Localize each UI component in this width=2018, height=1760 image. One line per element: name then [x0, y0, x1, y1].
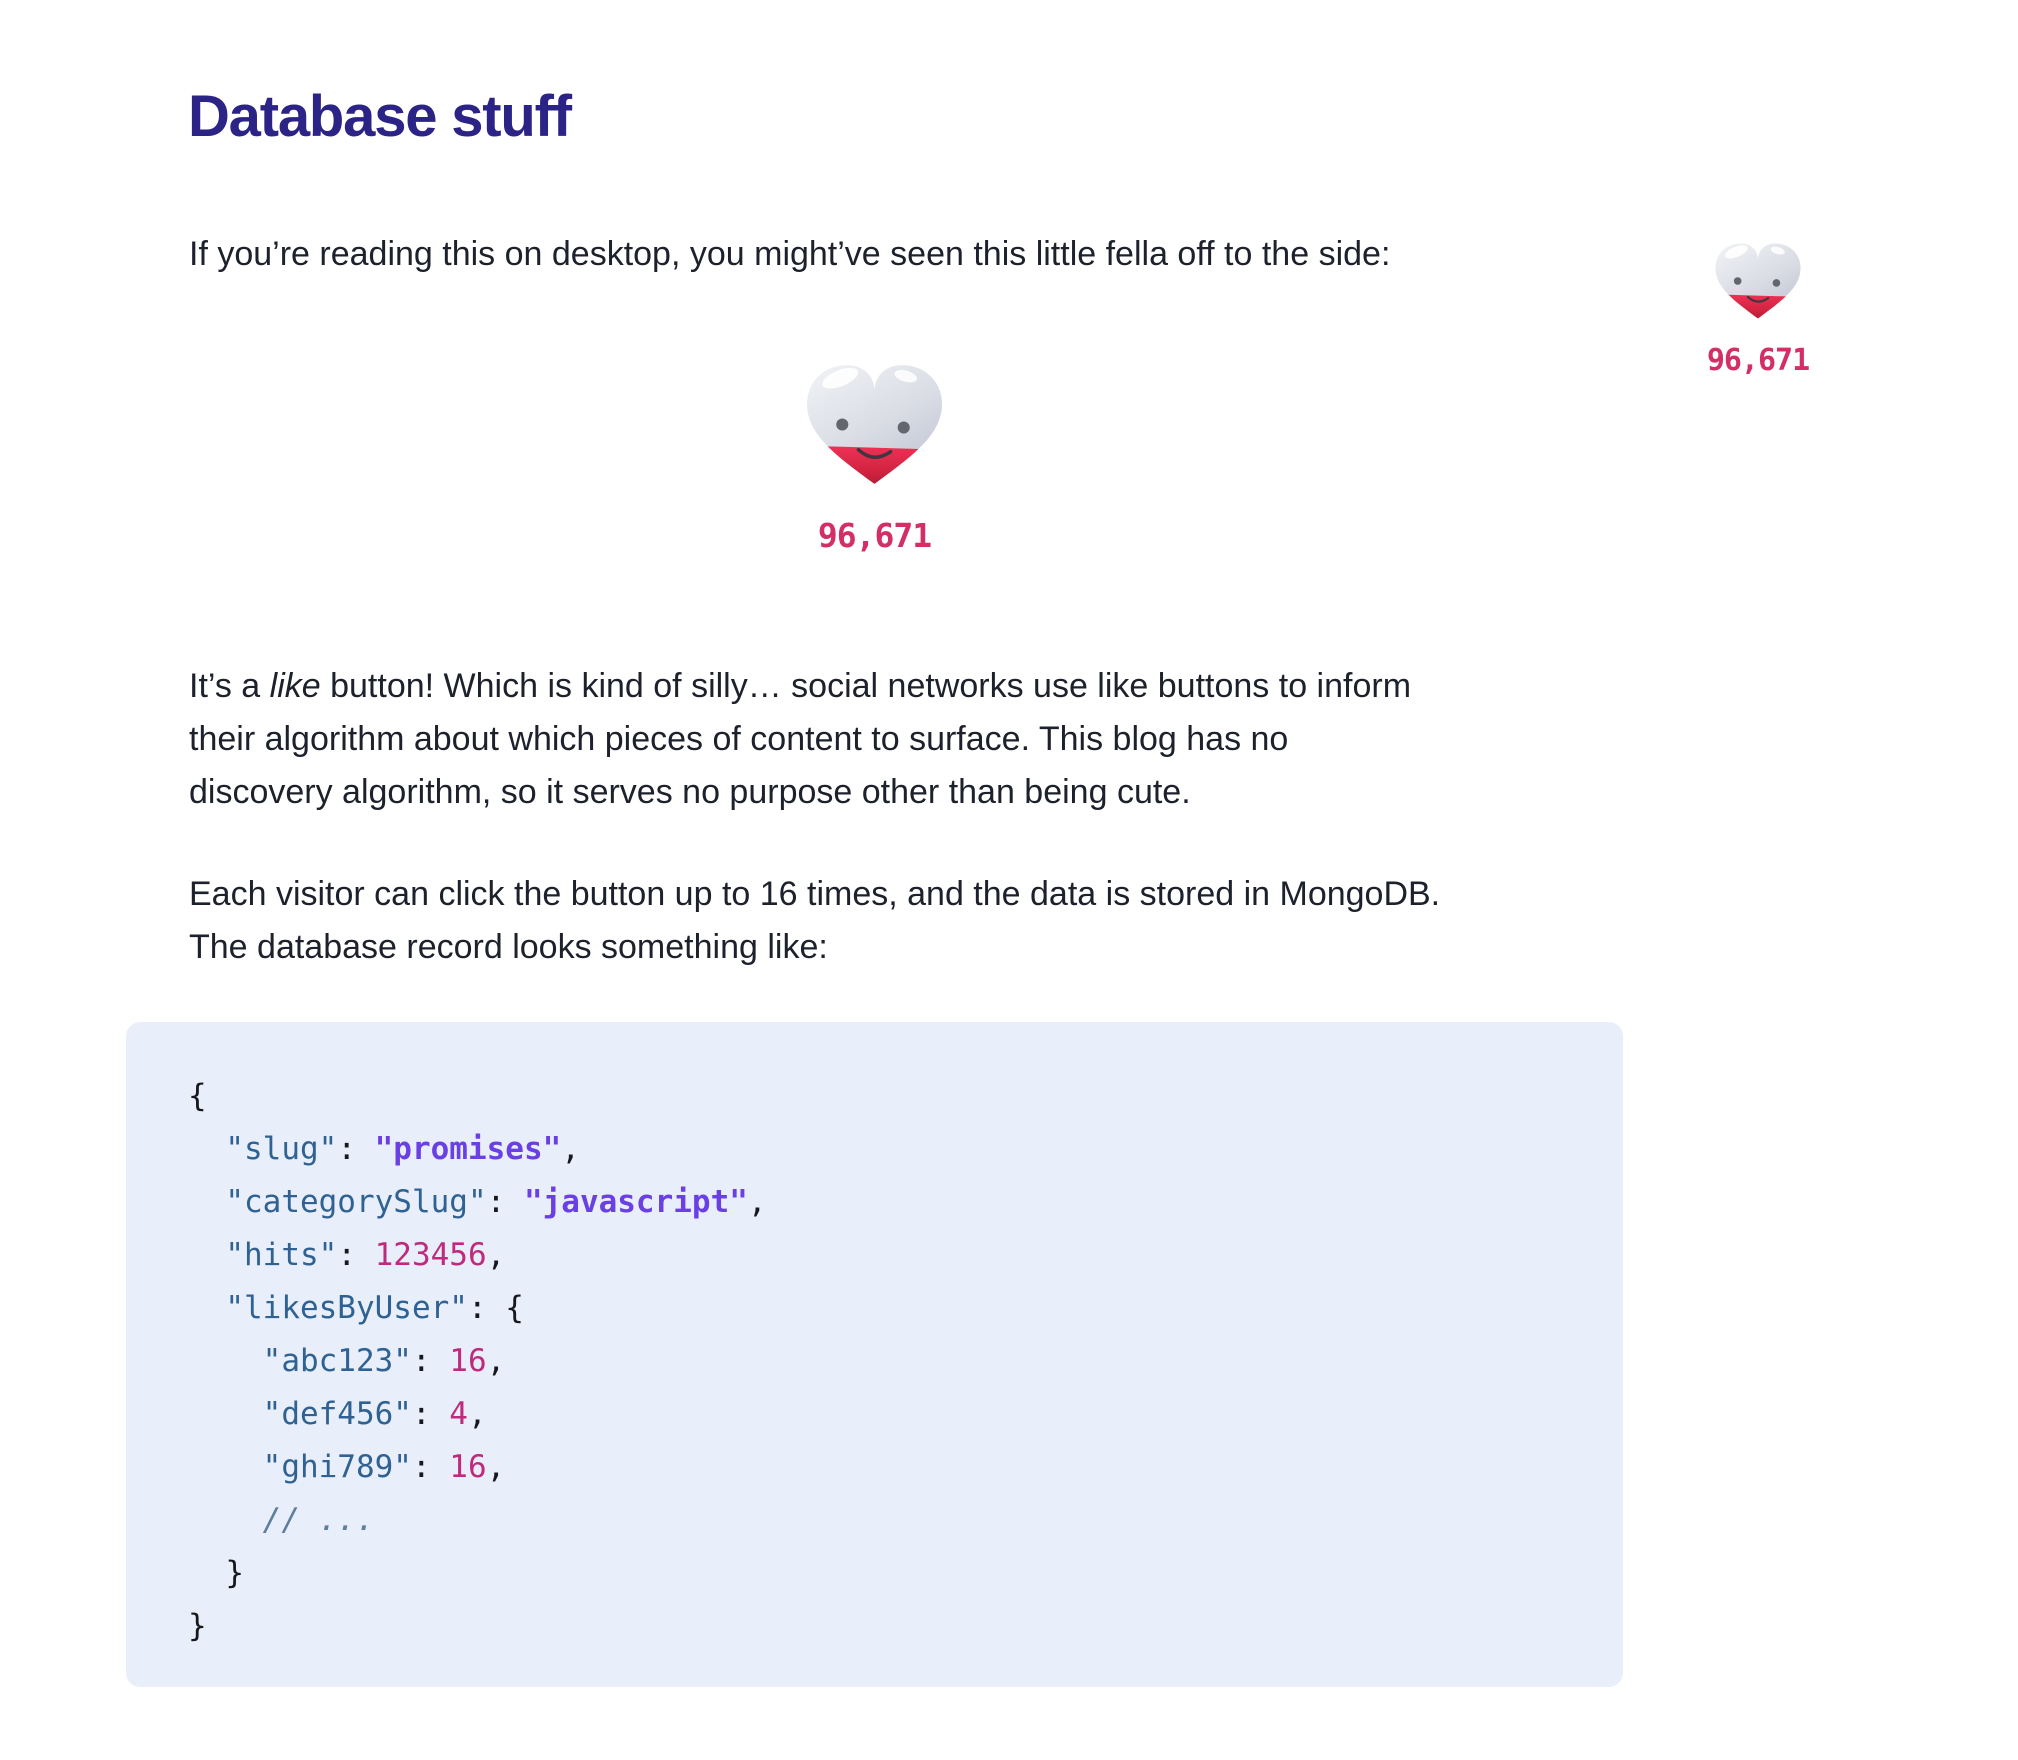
heart-eye-left — [836, 418, 848, 430]
like-count: 96,671 — [1706, 343, 1810, 378]
code-line: "def456": 4, — [262, 1396, 487, 1432]
heart-eye-left — [1734, 277, 1742, 285]
code-content — [188, 1070, 1583, 1653]
paragraph-line: It’s a like button! Which is kind of silly… social networks use like buttons to inform — [189, 667, 1412, 705]
paragraph-like-explainer — [189, 660, 1589, 819]
sidebar-like-widget — [1655, 241, 1861, 378]
paragraph-intro: If you’re reading this on desktop, you might’ve seen this little fella off to the side: — [189, 235, 1391, 273]
paragraph-database — [189, 868, 1589, 974]
code-line: } — [225, 1555, 244, 1591]
paragraph-line: Each visitor can click the button up to 16 times, and the data is stored in MongoDB. — [189, 875, 1441, 913]
code-line: "abc123": 16, — [262, 1343, 506, 1379]
heart-fill-level — [804, 446, 945, 488]
code-line: "likesByUser": { — [225, 1290, 524, 1326]
like-button[interactable] — [802, 361, 947, 488]
heart-eye-right — [1773, 279, 1781, 287]
heart-fill-level — [1714, 294, 1803, 321]
code-line: "slug": "promises", — [225, 1131, 580, 1167]
code-line: } — [188, 1608, 207, 1644]
code-line: "hits": 123456, — [225, 1237, 506, 1273]
sidebar-like-button[interactable] — [1712, 241, 1804, 321]
heart-eye-right — [898, 421, 910, 433]
paragraph-line: The database record looks something like: — [189, 928, 828, 966]
like-count: 96,671 — [817, 516, 932, 555]
code-line: "ghi789": 16, — [262, 1449, 506, 1485]
paragraph-line: their algorithm about which pieces of content to surface. This blog has no — [189, 720, 1289, 758]
inline-like-widget — [189, 361, 1560, 555]
code-block — [126, 1022, 1623, 1687]
code-line: // ... — [262, 1502, 375, 1538]
heart-icon — [802, 361, 947, 488]
paragraph-line: discovery algorithm, so it serves no purpose other than being cute. — [189, 773, 1191, 811]
emphasis-like: like — [269, 667, 321, 705]
code-line: "categorySlug": "javascript", — [225, 1184, 767, 1220]
section-heading: Database stuff — [188, 84, 571, 149]
heart-icon — [1712, 241, 1804, 321]
code-line: { — [188, 1078, 207, 1114]
